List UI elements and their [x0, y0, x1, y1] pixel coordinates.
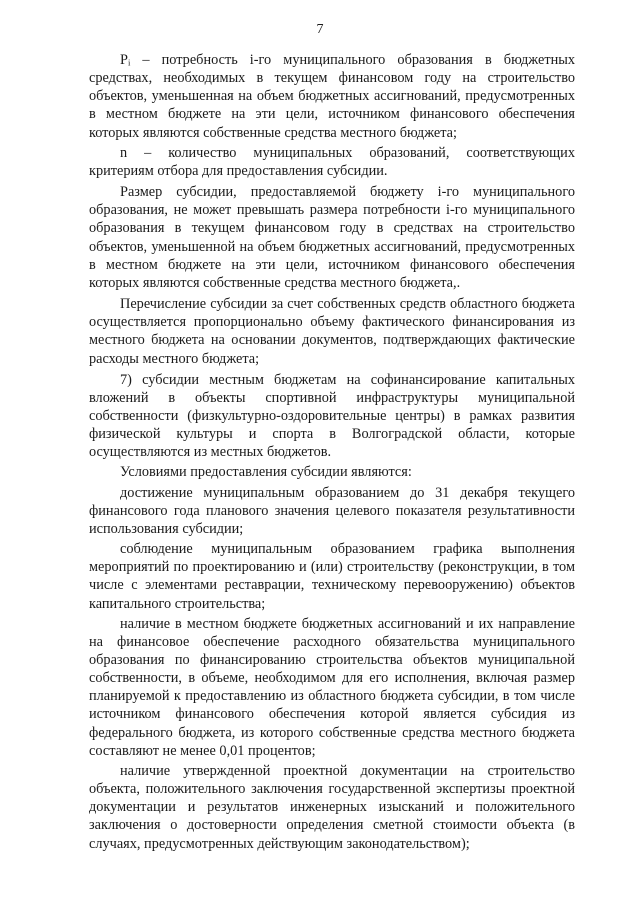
paragraph-subsidy-size: Размер субсидии, предоставляемой бюджету i-го муниципального образования, не может превышать размера потребности i-го муниципального образования в текущем финансовом году в средствах на строительство объектов, уменьшенной на объем бюджетных ассигнований, предусмотренных в местном бюджете на эти цели, источником финансового обеспечения которых являются собственные средства местного бюджета,.	[89, 184, 575, 291]
paragraph-condition-target-indicator: достижение муниципальным образованием до 31 декабря текущего финансового года планового значения целевого показателя результативности использования субсидии;	[89, 484, 575, 537]
paragraph-pi-definition: Pᵢ – потребность i-го муниципального образования в бюджетных средствах, необходимых в текущем финансовом году на строительство объектов, уменьшенная на объем бюджетных ассигнований, предусмотренных в местном бюджете на эти цели, источником финансового обеспечения которых являются собственные средства местного бюджета;	[89, 52, 575, 141]
paragraph-n-definition: n – количество муниципальных образований, соответствующих критериям отбора для предоставления субсидии.	[89, 144, 575, 179]
paragraph-condition-schedule: соблюдение муниципальным образованием графика выполнения мероприятий по проектированию и (или) строительству (реконструкции, в том числе с элементами реставрации, техническому перевооружению) объектов капитального строительства;	[89, 541, 575, 612]
page-number: 7	[316, 22, 324, 37]
paragraph-item-7: 7) субсидии местным бюджетам на софинансирование капитальных вложений в объекты спортивной инфраструктуры муниципальной собственности (физкультурно-оздоровительные центры) в рамках развития физической культуры и спорта в Волгоградской области, которые осуществляются из местных бюджетов.	[89, 371, 575, 461]
paragraph-conditions-heading: Условиями предоставления субсидии являются:	[120, 464, 412, 481]
paragraph-condition-project-documentation: наличие утвержденной проектной документации на строительство объекта, положительного заключения государственной экспертизы проектной документации и результатов инженерных изысканий и положительного заключения о достоверности определения сметной стоимости объекта (в случаях, предусмотренных действующим законодательством);	[89, 762, 575, 852]
document-body	[89, 51, 575, 853]
paragraph-condition-budget-allocations: наличие в местном бюджете бюджетных ассигнований и их направление на финансовое обеспечение расходного обязательства муниципального образования по финансированию строительства объектов муниципальной собственности, в объеме, необходимом для его исполнения, включая размер планируемой к предоставлению из областного бюджета субсидии, в том числе источником финансового обеспечения которой является субсидия из федерального бюджета, из которого собственные средства местного бюджета составляют не менее 0,01 процентов;	[89, 615, 575, 759]
paragraph-subsidy-transfer: Перечисление субсидии за счет собственных средств областного бюджета осуществляется пропорционально объему фактического финансирования из местного бюджета на основании документов, подтверждающих фактические расходы местного бюджета;	[89, 296, 575, 367]
